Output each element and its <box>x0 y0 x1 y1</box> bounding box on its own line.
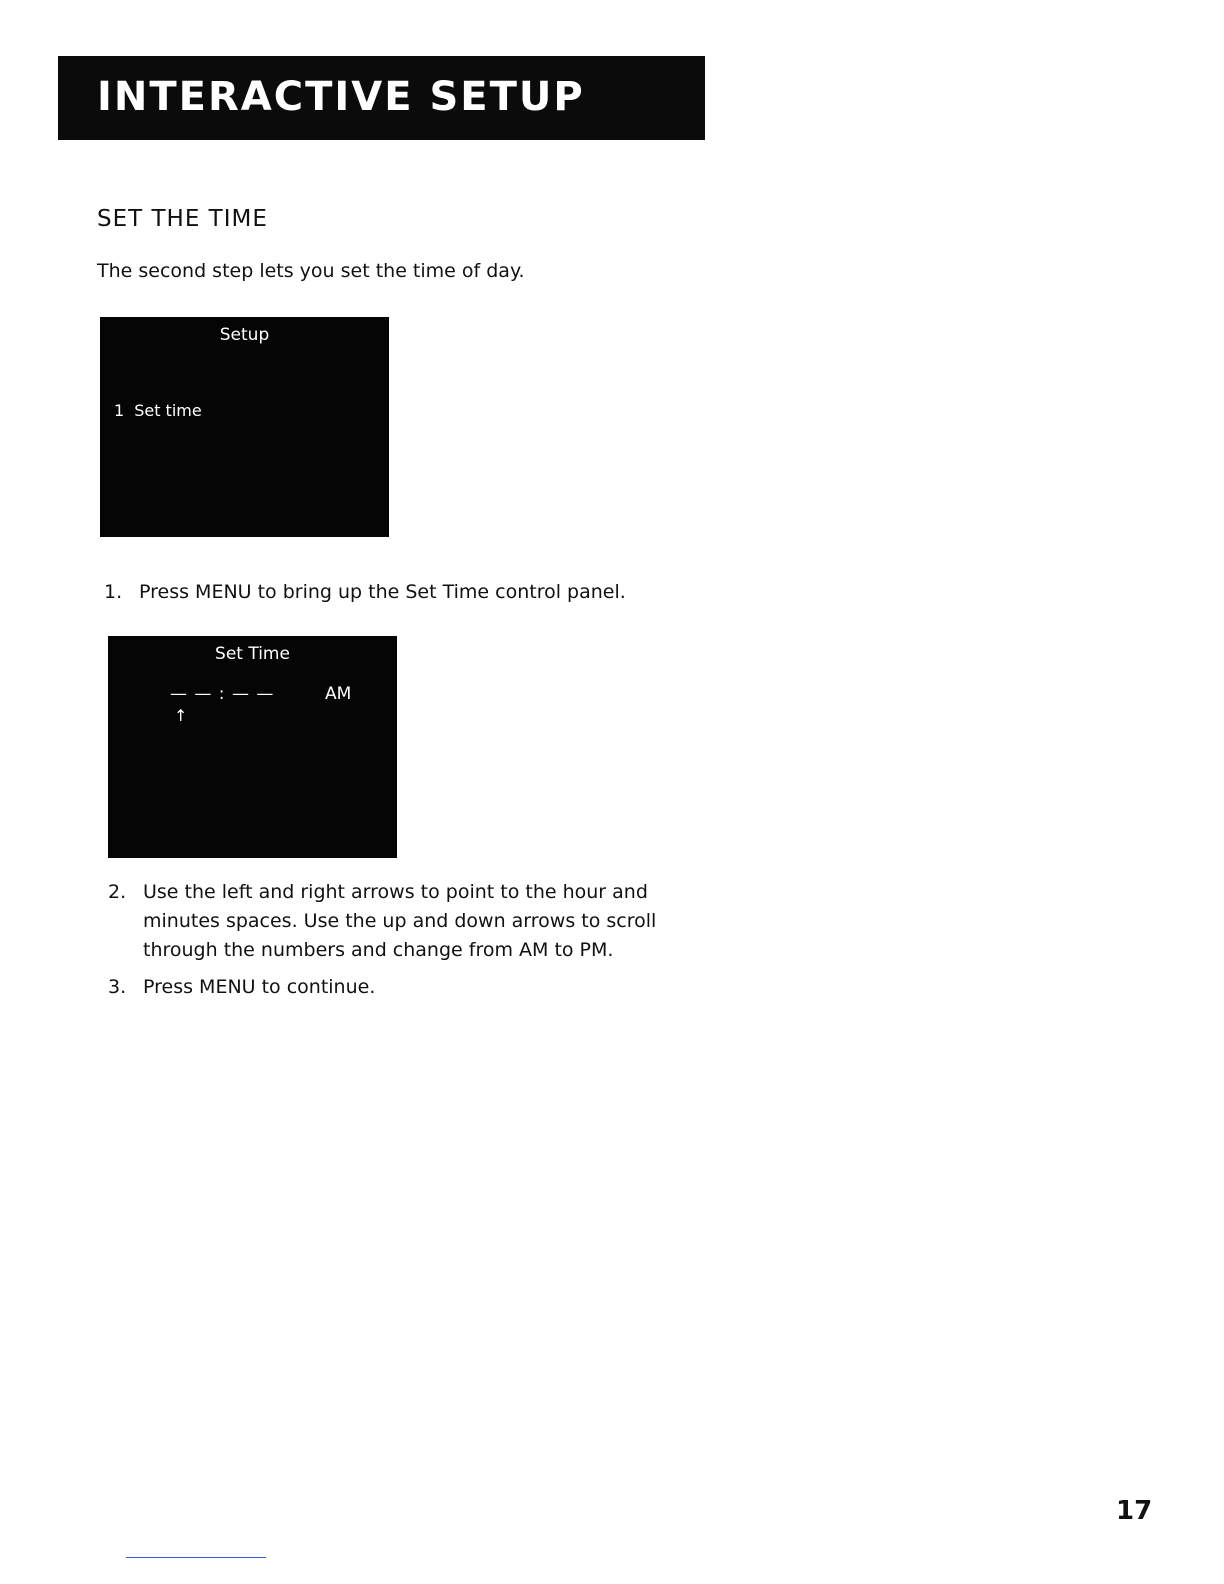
step-number: 2. <box>108 881 127 903</box>
ampm-indicator: AM <box>325 684 352 704</box>
set-time-screen <box>108 636 397 858</box>
intro-text: The second step lets you set the time of day. <box>97 260 525 282</box>
section-title: SET THE TIME <box>97 206 268 232</box>
menu-item-number: 1 <box>114 401 125 420</box>
menu-item-label: Set time <box>134 401 202 420</box>
step-text: Use the left and right arrows to point to the hour and minutes spaces. Use the up and down arrows to scroll through the numbers and change from AM to PM. <box>143 881 657 961</box>
step-2 <box>108 878 708 965</box>
setup-menu-screen <box>100 317 389 537</box>
page-title: INTERACTIVE SETUP <box>97 74 585 120</box>
time-display: — — : — — <box>170 684 275 704</box>
step-number: 3. <box>108 976 127 998</box>
step-text: Press MENU to continue. <box>143 976 376 998</box>
menu-item-set-time <box>114 401 202 420</box>
set-time-screen-title: Set Time <box>215 644 290 664</box>
page-number: 17 <box>1116 1496 1153 1526</box>
step-text: Press MENU to bring up the Set Time control panel. <box>139 581 626 603</box>
step-3 <box>108 973 708 1002</box>
step-1 <box>104 578 704 607</box>
footer-rule <box>126 1557 266 1558</box>
up-arrow-icon: ↑ <box>174 706 188 725</box>
step-number: 1. <box>104 581 123 603</box>
setup-screen-title: Setup <box>219 325 270 345</box>
